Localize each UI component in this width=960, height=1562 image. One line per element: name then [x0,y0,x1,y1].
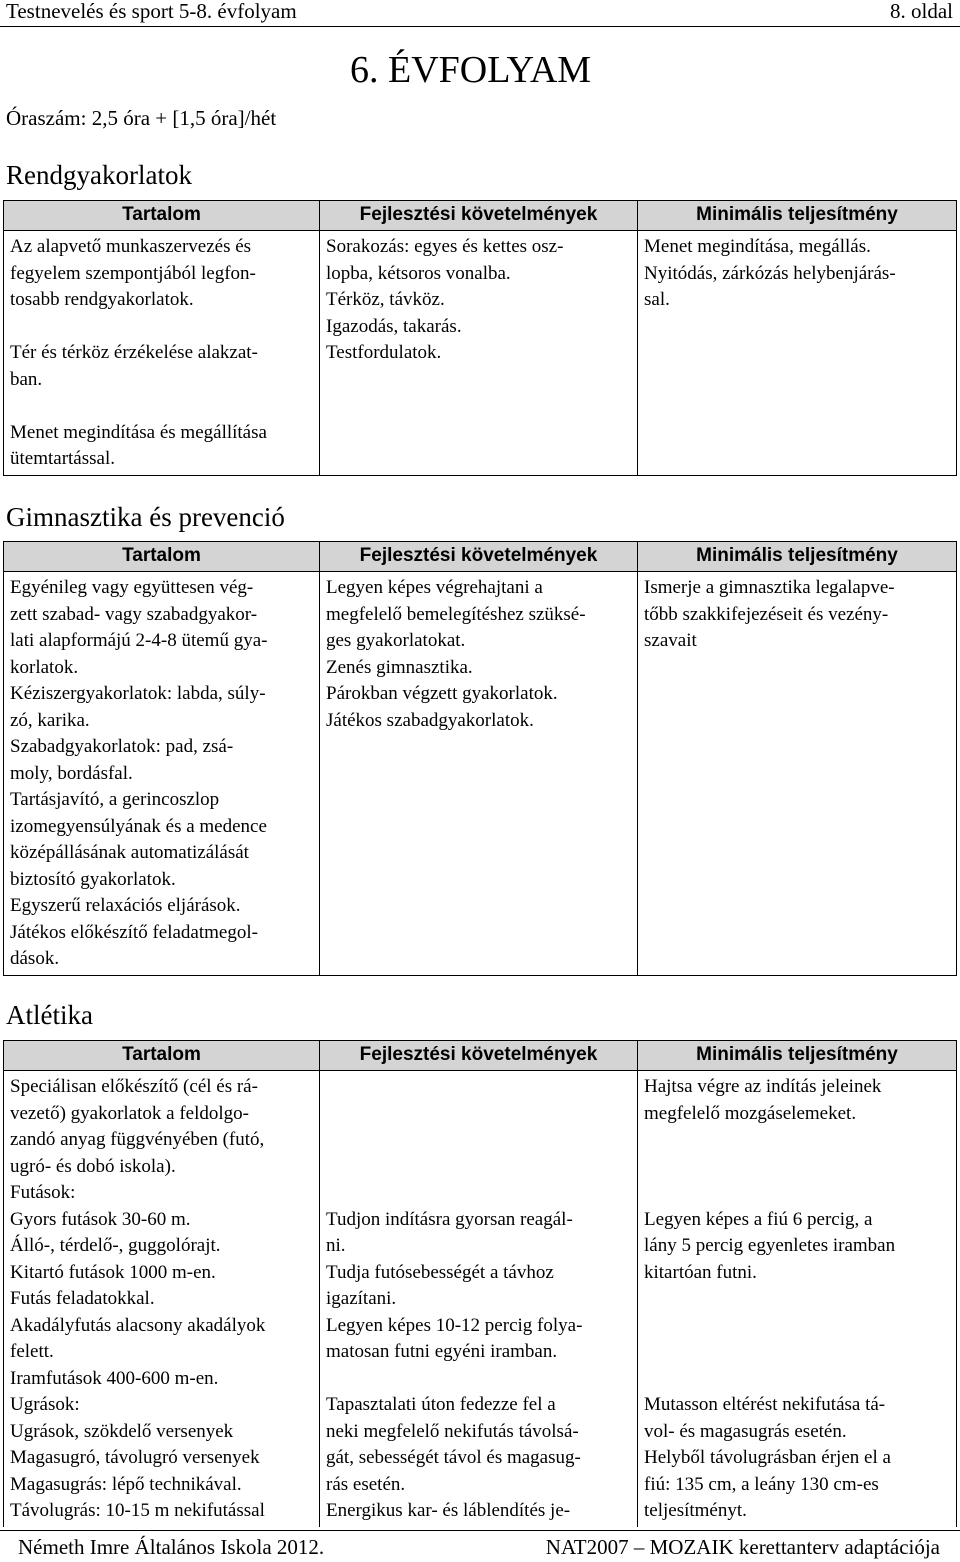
cell-text-line: matosan futni egyéni iramban. [326,1341,558,1362]
cell-text-line [644,1127,951,1154]
cell-text-line: Álló-, térdelő-, guggolórajt. [10,1235,221,1256]
cell-text-line: ges gyakorlatokat. [326,630,466,651]
col-header-tartalom: Tartalom [4,1041,320,1071]
col-header-minimalis: Minimális teljesítmény [638,201,957,231]
cell-text-line: Egyszerű relaxációs eljárások. [10,895,241,916]
cell-text-line: lopba, kétsoros vonalba. [326,262,511,284]
cell-text-line: Legyen képes végrehajtani a [326,577,543,598]
cell-text-line: Gyors futások 30-60 m. [10,1208,191,1230]
page-footer [0,1530,960,1562]
cell-text-line: Speciálisan előkészítő (cél és rá- [10,1076,258,1097]
cell-text-line [644,1339,951,1366]
cell-text-line: Tartásjavító, a gerincoszlop [10,789,220,810]
cell-text-line: rás esetén. [326,1473,406,1495]
cell-tartalom [4,231,320,476]
cell-text-line: Akadályfutás alacsony akadályok [10,1314,266,1336]
cell-text-line: Nyitódás, zárkózás helybenjárás- [644,262,896,284]
table-header-row [4,1041,957,1071]
cell-text-line [644,1366,951,1393]
cell-text-line: korlatok. [10,656,79,678]
cell-text-line: teljesítményt. [644,1500,747,1521]
footer-source: NAT2007 – MOZAIK kerettanterv adaptációja [545,1535,940,1559]
cell-text-line: Tér és térköz érzékelése alakzat- [10,342,258,363]
cell-text-line: Tudjon indításra gyorsan reagál- [326,1208,573,1230]
cell-text-line: fiú: 135 cm, a leány 130 cm-es [644,1473,879,1495]
col-header-fejlesztesi: Fejlesztési követelmények [320,1041,638,1071]
cell-text-line: Igazodás, takarás. [326,315,462,337]
cell-text-line: ütemtartással. [10,448,115,469]
header-left-title: Testnevelés és sport 5-8. évfolyam [6,0,297,23]
table-gimnasztika [3,541,957,976]
cell-text-line: tőbb szakkifejezéseit és vezény- [644,603,889,625]
cell-text-line: Energikus kar- és láblendítés je- [326,1500,571,1521]
cell-text-line: zett szabad- vagy szabadgyakor- [10,603,258,625]
cell-text-line: Menet megindítása, megállás. [644,236,871,257]
cell-text-line: izomegyensúlyának és a medence [10,815,267,837]
cell-minimalis [638,1071,957,1527]
cell-fejlesztesi [320,1071,638,1527]
cell-text-line: Az alapvető munkaszervezés és [10,236,252,257]
section-title-gimnasztika: Gimnasztika és prevenció [6,502,285,532]
cell-text-line [326,1101,632,1128]
cell-text-line [326,1074,632,1101]
col-header-fejlesztesi: Fejlesztési követelmények [320,542,638,572]
cell-text-line: Sorakozás: egyes és kettes osz- [326,236,564,257]
page-header [0,0,960,27]
cell-text-line: lati alapformájú 2-4-8 ütemű gya- [10,630,268,651]
cell-text-line: Menet megindítása és megállítása [10,421,267,443]
cell-minimalis [638,572,957,976]
cell-text-line [644,1286,951,1313]
cell-text-line: zó, karika. [10,709,90,731]
cell-text-line: Testfordulatok. [326,342,442,363]
cell-text-line [10,393,314,420]
cell-text-line: Tudja futósebességét a távhoz [326,1261,554,1283]
cell-text-line: gát, sebességét távol és magasug- [326,1447,581,1468]
table-row [4,1071,957,1527]
table-header-row [4,201,957,231]
cell-text-line [326,1127,632,1154]
cell-text-line: Szabadgyakorlatok: pad, zsá- [10,736,234,757]
weekly-hours: Óraszám: 2,5 óra + [1,5 óra]/hét [6,106,277,130]
cell-tartalom [4,572,320,976]
cell-text-line: ban. [10,368,43,390]
cell-text-line: moly, bordásfal. [10,762,133,784]
cell-text-line: fegyelem szempontjából legfon- [10,262,256,284]
section-title-rendgyakorlatok: Rendgyakorlatok [6,160,192,190]
cell-text-line: Zenés gimnasztika. [326,656,473,678]
cell-text-line: Ugrások, szökdelő versenyek [10,1420,234,1442]
cell-text-line: zandó anyag függvényében (futó, [10,1129,265,1150]
cell-text-line: Ugrások: [10,1394,80,1415]
col-header-minimalis: Minimális teljesítmény [638,1041,957,1071]
cell-text-line: Hajtsa végre az indítás jeleinek [644,1076,882,1097]
table-header-row [4,542,957,572]
cell-text-line [326,1366,632,1393]
cell-text-line: Játékos előkészítő feladatmegol- [10,921,258,943]
col-header-minimalis: Minimális teljesítmény [638,542,957,572]
header-page-number: 8. oldal [890,0,953,23]
cell-text-line: igazítani. [326,1288,397,1309]
cell-text-line: Magasugró, távolugró versenyek [10,1447,260,1468]
cell-text-line: Párokban végzett gyakorlatok. [326,683,558,704]
cell-text-line: Tapasztalati úton fedezze fel a [326,1394,556,1415]
grade-title: 6. ÉVFOLYAM [350,49,592,91]
cell-text-line: Távolugrás: 10-15 m nekifutással [10,1500,265,1521]
cell-text-line: tosabb rendgyakorlatok. [10,289,194,310]
cell-text-line: Ismerje a gimnasztika legalapve- [644,577,895,598]
cell-text-line: Térköz, távköz. [326,289,445,310]
cell-text-line: vol- és magasugrás esetén. [644,1420,847,1442]
cell-text-line: megfelelő mozgáselemeket. [644,1102,857,1124]
cell-text-line: szavait [644,630,697,651]
cell-minimalis [638,231,957,476]
col-header-tartalom: Tartalom [4,542,320,572]
cell-tartalom [4,1071,320,1527]
cell-text-line: középállásának automatizálását [10,842,249,863]
table-atletika [3,1040,957,1527]
cell-text-line: Futás feladatokkal. [10,1288,155,1309]
cell-text-line: Egyénileg vagy együttesen vég- [10,577,254,598]
cell-text-line: ugró- és dobó iskola). [10,1155,176,1177]
cell-text-line: Kitartó futások 1000 m-en. [10,1261,216,1283]
col-header-tartalom: Tartalom [4,201,320,231]
cell-text-line: Mutasson eltérést nekifutása tá- [644,1394,886,1415]
cell-text-line: Magasugrás: lépő technikával. [10,1473,242,1495]
cell-text-line: vezető) gyakorlatok a feldolgo- [10,1102,249,1124]
cell-text-line: dások. [10,948,60,969]
cell-text-line: kitartóan futni. [644,1261,757,1283]
cell-text-line: lány 5 percig egyenletes iramban [644,1235,896,1256]
cell-text-line: neki megfelelő nekifutás távolsá- [326,1420,579,1442]
cell-text-line: Legyen képes a fiú 6 percig, a [644,1208,873,1230]
cell-text-line: Legyen képes 10-12 percig folya- [326,1314,583,1336]
cell-text-line [326,1180,632,1207]
cell-text-line: Futások: [10,1182,76,1203]
cell-text-line: ni. [326,1235,346,1256]
footer-school: Németh Imre Általános Iskola 2012. [18,1535,325,1559]
cell-text-line [10,314,314,341]
cell-fejlesztesi [320,231,638,476]
cell-text-line: felett. [10,1341,54,1362]
cell-text-line: Iramfutások 400-600 m-en. [10,1367,219,1389]
cell-text-line [644,1313,951,1340]
section-title-atletika: Atlétika [6,1000,93,1030]
cell-text-line [644,1154,951,1181]
cell-text-line: megfelelő bemelegítéshez szüksé- [326,603,586,625]
cell-text-line [326,1154,632,1181]
table-row [4,231,957,476]
table-rendgyakorlatok [3,200,957,476]
cell-text-line: Játékos szabadgyakorlatok. [326,709,534,731]
cell-text-line: Kéziszergyakorlatok: labda, súly- [10,683,266,704]
cell-text-line: biztosító gyakorlatok. [10,868,176,890]
table-row [4,572,957,976]
cell-text-line [644,1180,951,1207]
col-header-fejlesztesi: Fejlesztési követelmények [320,201,638,231]
cell-fejlesztesi [320,572,638,976]
cell-text-line: Helyből távolugrásban érjen el a [644,1447,891,1468]
cell-text-line: sal. [644,289,670,310]
